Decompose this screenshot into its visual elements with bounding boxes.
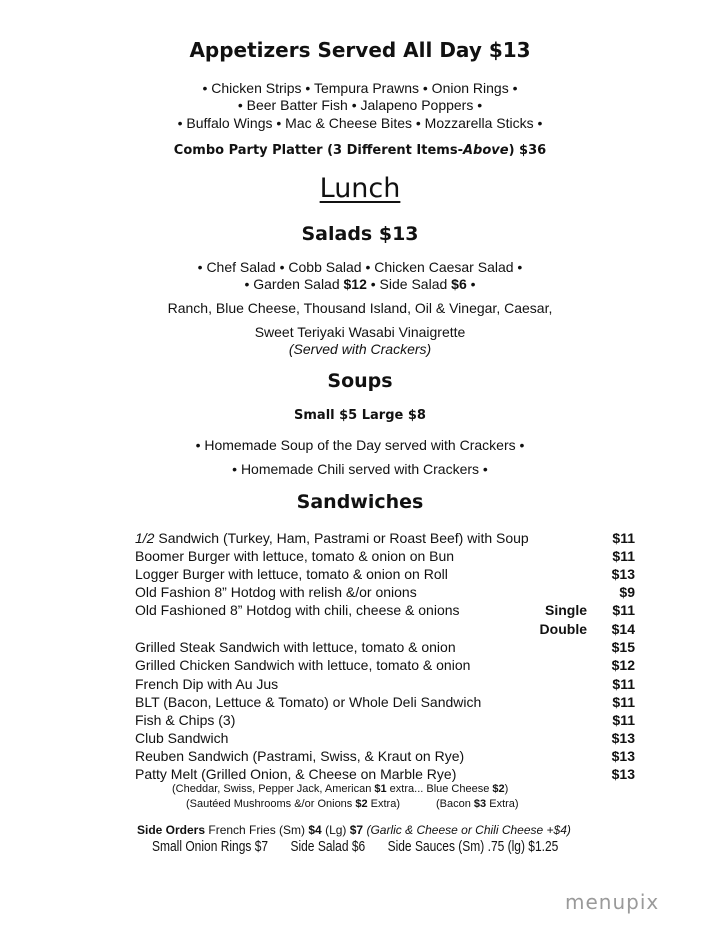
item-price: $9 <box>619 584 635 600</box>
item-price: $11 <box>612 676 635 692</box>
mushroom-note: (Sautéed Mushrooms &/or Onions $2 Extra) <box>186 798 401 810</box>
appetizers-line-2: • Beer Batter Fish • Jalapeno Poppers • <box>237 97 483 113</box>
item-price: $13 <box>611 566 635 582</box>
item-price: $15 <box>611 639 635 655</box>
menu-item: Old Fashioned 8” Hotdog with chili, cheese & onions Single $11 <box>135 602 635 618</box>
menu-item <box>135 620 635 638</box>
menu-item: Grilled Chicken Sandwich with lettuce, tomato & onion $12 <box>135 657 635 673</box>
menu-item: Fish & Chips (3) $11 <box>135 712 635 728</box>
salads-title: Salads $13 <box>301 223 419 245</box>
item-price: $14 <box>611 621 635 637</box>
salad-dressings-1: Ranch, Blue Cheese, Thousand Island, Oil & Vinegar, Caesar, <box>167 300 553 316</box>
item-price: $13 <box>611 766 635 782</box>
soups-title: Soups <box>327 370 393 392</box>
side-orders: Side Orders French Fries (Sm) $4 (Lg) $7 (Garlic & Cheese or Chili Cheese +$4) <box>137 823 571 837</box>
item-price: $13 <box>611 748 635 764</box>
salads-served-note: (Served with Crackers) <box>288 341 432 357</box>
appetizers-line-1: • Chicken Strips • Tempura Prawns • Onion Rings • <box>202 80 518 96</box>
menupix-watermark: menupix <box>565 890 660 914</box>
menu-item: Old Fashion 8” Hotdog with relish &/or onions $9 <box>135 584 635 600</box>
salad-dressings-2: Sweet Teriyaki Wasabi Vinaigrette <box>254 324 466 340</box>
soups-line-1: • Homemade Soup of the Day served with Crackers • <box>195 437 525 453</box>
menu-item: BLT (Bacon, Lettuce & Tomato) or Whole Deli Sandwich $11 <box>135 694 635 710</box>
salads-line-1: • Chef Salad • Cobb Salad • Chicken Caesar Salad • <box>197 259 523 275</box>
side-sauces: Side Sauces (Sm) .75 (lg) $1.25 <box>387 838 559 855</box>
sandwiches-title: Sandwiches <box>296 491 424 513</box>
item-price: $11 <box>612 602 635 618</box>
menu-item-half-sandwich: 1/2 Sandwich (Turkey, Ham, Pastrami or Roast Beef) with Soup $11 <box>135 530 635 546</box>
item-price: $11 <box>612 530 635 546</box>
appetizers-title: Appetizers Served All Day $13 <box>189 38 531 62</box>
side-orders-line-2 <box>152 838 581 855</box>
combo-platter: Combo Party Platter (3 Different Items-Above) $36 <box>173 143 547 158</box>
item-size: Single <box>544 602 587 618</box>
item-price: $11 <box>612 712 635 728</box>
cheese-note: (Cheddar, Swiss, Pepper Jack, American $1 extra... Blue Cheese $2) <box>172 783 509 795</box>
soups-line-2: • Homemade Chili served with Crackers • <box>232 461 488 477</box>
menu-item: Reuben Sandwich (Pastrami, Swiss, & Kraut on Rye) $13 <box>135 748 635 764</box>
lunch-title: Lunch <box>319 173 401 204</box>
menu-item: Club Sandwich $13 <box>135 730 635 746</box>
appetizers-line-3: • Buffalo Wings • Mac & Cheese Bites • Mozzarella Sticks • <box>177 115 543 131</box>
menu-item: Logger Burger with lettuce, tomato & onion on Roll $13 <box>135 566 635 582</box>
item-price: $11 <box>612 548 635 564</box>
menu-item: Boomer Burger with lettuce, tomato & onion on Bun $11 <box>135 548 635 564</box>
side-onion-rings: Small Onion Rings $7 <box>152 838 269 855</box>
item-price: $13 <box>611 730 635 746</box>
menu-item: French Dip with Au Jus $11 <box>135 676 635 692</box>
bacon-note: (Bacon $3 Extra) <box>436 798 519 810</box>
item-price: $12 <box>611 657 635 673</box>
side-salad: Side Salad $6 <box>290 838 366 855</box>
item-price: $11 <box>612 694 635 710</box>
menu-item: Patty Melt (Grilled Onion, & Cheese on Marble Rye) $13 <box>135 766 635 782</box>
item-size: Double <box>539 621 587 637</box>
menu-item: Grilled Steak Sandwich with lettuce, tomato & onion $15 <box>135 639 635 655</box>
salads-line-2: • Garden Salad $12 • Side Salad $6 • <box>244 276 476 292</box>
soup-sizes: Small $5 Large $8 <box>294 408 426 423</box>
